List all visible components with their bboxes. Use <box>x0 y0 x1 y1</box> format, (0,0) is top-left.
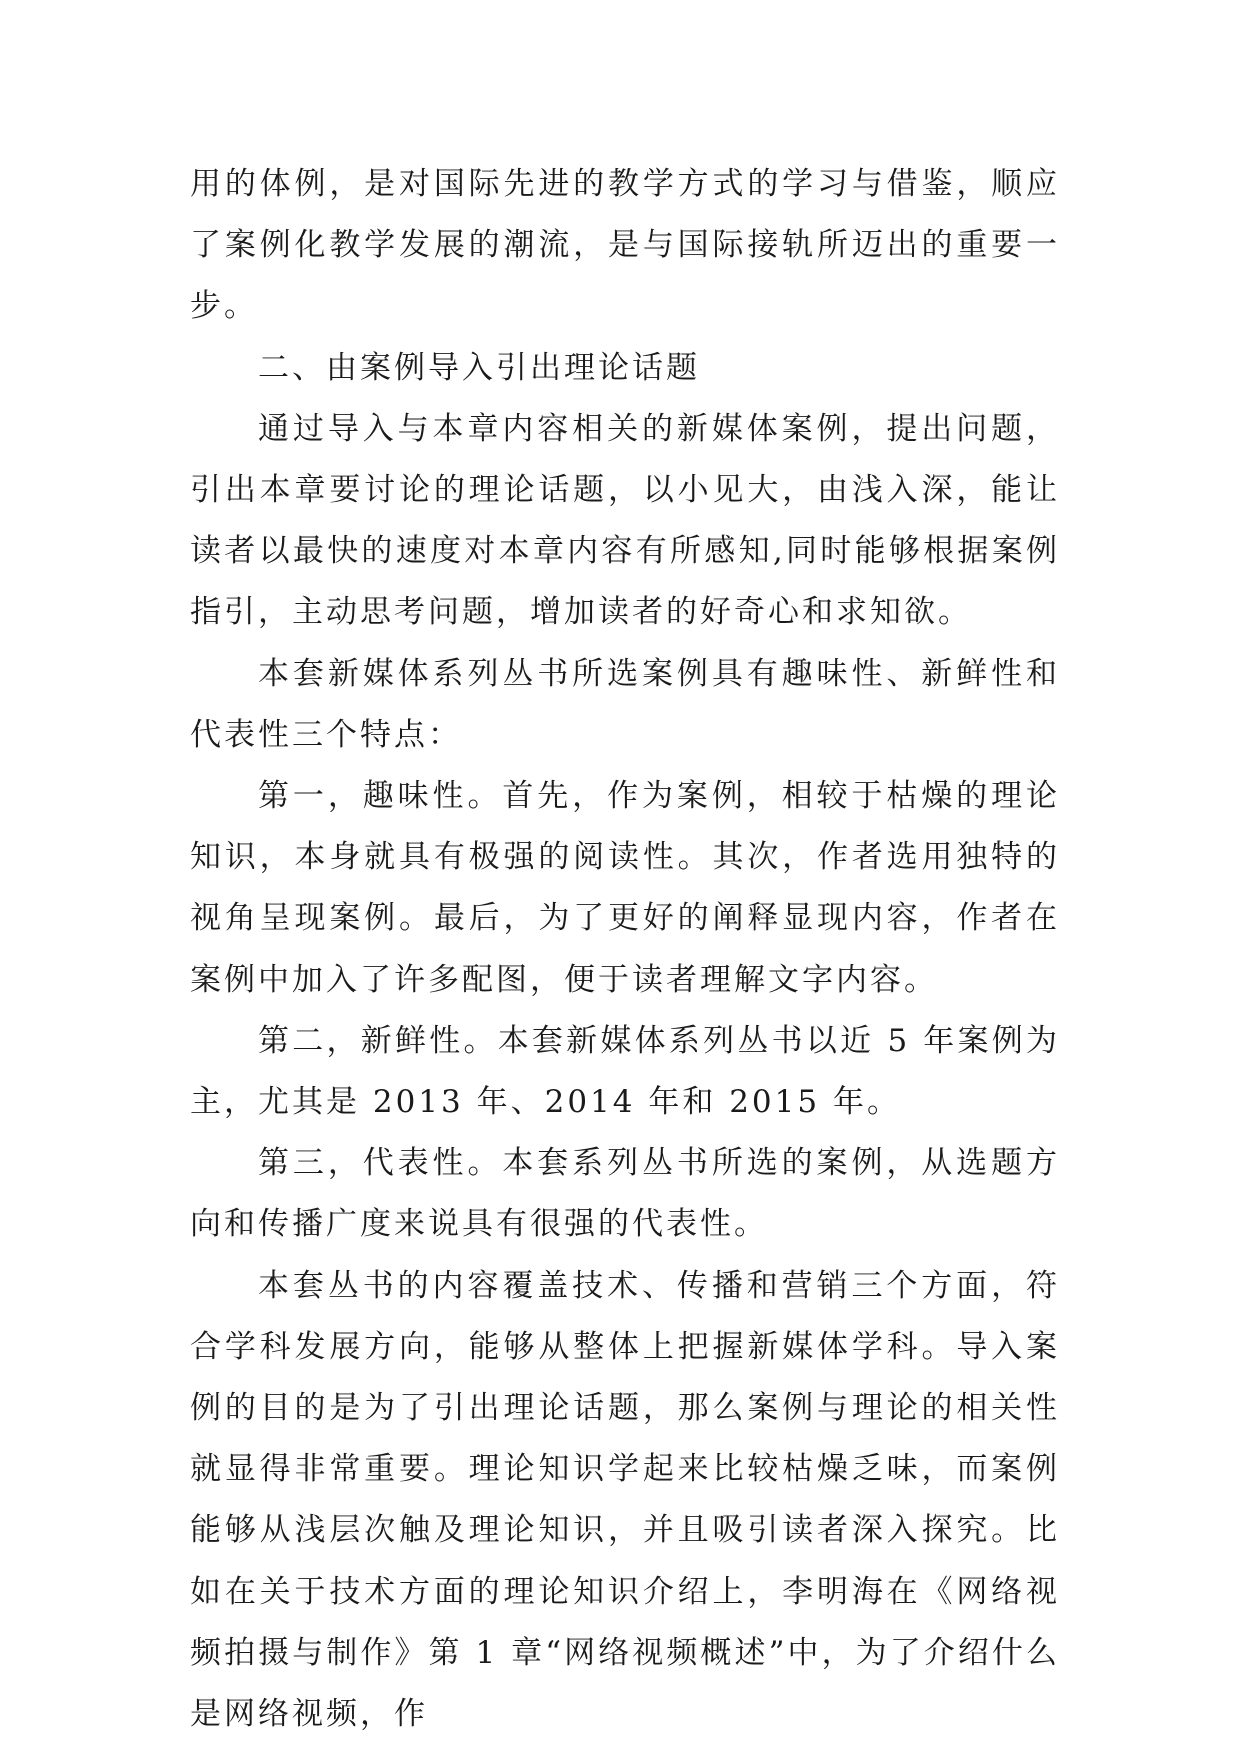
paragraph-content-coverage: 本套丛书的内容覆盖技术、传播和营销三个方面，符合学科发展方向，能够从整体上把握新媒体学科。导入案例的目的是为了引出理论话题，那么案例与理论的相关性就显得非常重要。理论知识学起来比较枯燥乏味，而案例能够从浅层次触及理论知识，并且吸引读者深入探究。比如在关于技术方面的理论知识介绍上，李明海在《网络视频拍摄与制作》第 1 章“网络视频概述”中，为了介绍什么是网络视频，作 <box>190 1267 1060 1733</box>
paragraph-three-features: 本套新媒体系列丛书所选案例具有趣味性、新鲜性和代表性三个特点： <box>190 655 1060 753</box>
paragraph-feature-freshness: 第二，新鲜性。本套新媒体系列丛书以近 5 年案例为主，尤其是 2013 年、2014 年和 2015 年。 <box>190 1022 1060 1121</box>
document-body <box>190 154 1060 1745</box>
paragraph-continuation: 用的体例，是对国际先进的教学方式的学习与借鉴，顺应了案例化教学发展的潮流，是与国际接轨所迈出的重要一步。 <box>190 166 1060 325</box>
paragraph-feature-interest: 第一，趣味性。首先，作为案例，相较于枯燥的理论知识，本身就具有极强的阅读性。其次，作者选用独特的视角呈现案例。最后，为了更好的阐释显现内容，作者在案例中加入了许多配图，便于读者理解文字内容。 <box>190 778 1060 998</box>
paragraph-feature-representative: 第三，代表性。本套系列丛书所选的案例，从选题方向和传播广度来说具有很强的代表性。 <box>190 1145 1060 1243</box>
paragraph-case-introduction: 通过导入与本章内容相关的新媒体案例，提出问题，引出本章要讨论的理论话题，以小见大，由浅入深，能让读者以最快的速度对本章内容有所感知,同时能够根据案例指引，主动思考问题，增加读者的好奇心和求知欲。 <box>190 410 1060 631</box>
section-heading: 二、由案例导入引出理论话题 <box>258 349 700 386</box>
